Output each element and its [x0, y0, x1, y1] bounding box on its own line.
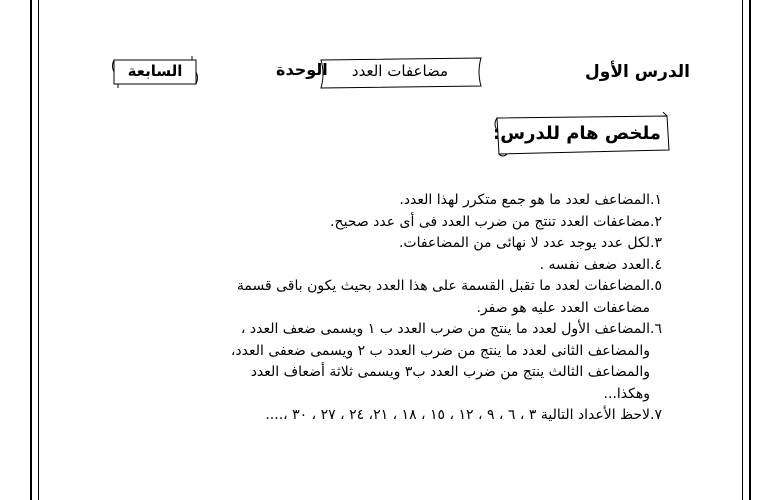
item-text: مضاعفات العدد تنتج من ضرب العدد فى أى عدد صحيح. [330, 213, 651, 230]
lesson-title-box [315, 54, 485, 88]
item-number: ٤. [650, 256, 662, 273]
list-item [82, 190, 662, 212]
item-number: ٣. [650, 235, 662, 251]
item-number: ٧. [650, 407, 662, 423]
item-text: العدد ضعف نفسه . [539, 256, 651, 273]
item-number: ١. [650, 192, 662, 208]
unit-title: السابعة [127, 62, 183, 80]
page-border-left-inner [38, 0, 39, 500]
summary-title: ملخص هام للدرس: [493, 123, 661, 144]
item-text: لاحظ الأعداد التالية ٣ ، ٦ ، ٩ ، ١٢ ، ١٥ ، ١٨ ، ٢١، ٢٤ ، ٢٧ ، ٣٠ ،.... [265, 407, 651, 423]
item-text: والمضاعف الثانى لعدد ما ينتج من ضرب العدد ب ٢ ويسمى ضعفى العدد، [230, 342, 651, 359]
unit-label: الوحدة [276, 60, 328, 79]
lesson-header [110, 52, 690, 92]
summary-box [487, 112, 677, 158]
item-text: المضاعفات لعدد ما تقبل القسمة على هذا العدد بحيث يكون باقى قسمة [236, 278, 651, 294]
item-number: ٦. [650, 321, 662, 337]
list-item [82, 319, 662, 405]
page-border-left [30, 0, 32, 500]
list-item [82, 233, 662, 255]
item-text: لكل عدد يوجد عدد لا نهائى من المضاعفات. [398, 235, 651, 251]
list-item [82, 405, 662, 427]
lesson-label: الدرس الأول [585, 62, 690, 82]
unit-title-box [110, 56, 200, 86]
list-item [82, 212, 662, 234]
list-item [82, 255, 662, 277]
item-text: وهكذا... [603, 385, 651, 402]
lesson-title: مضاعفات العدد [351, 62, 449, 80]
page-border-right [749, 0, 751, 500]
item-text: المضاعف لعدد ما هو جمع متكرر لهذا العدد. [399, 192, 651, 208]
item-text: والمضاعف الثالث ينتج من ضرب العدد ب٣ ويسمى ثلاثة أضعاف العدد [250, 364, 651, 380]
page-border-right-inner [742, 0, 743, 500]
item-text: المضاعف الأول لعدد ما ينتج من ضرب العدد ب ١ ويسمى ضعف العدد ، [240, 321, 651, 337]
summary-list [82, 190, 662, 427]
item-text: مضاعفات العدد عليه هو صفر. [476, 299, 651, 316]
item-number: ٥. [650, 278, 662, 294]
list-item [82, 276, 662, 319]
item-number: ٢. [650, 213, 662, 230]
